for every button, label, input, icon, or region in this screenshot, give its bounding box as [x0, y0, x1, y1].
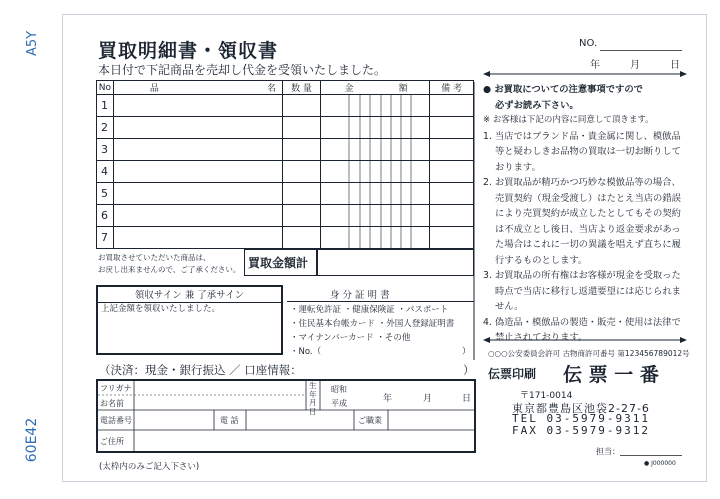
return-note-line1: お買取させていただいた商品は、 [98, 253, 211, 262]
shop-name-big: 伝 票 一 番 [563, 364, 659, 386]
form-code: ● J000000 [644, 460, 676, 467]
row-number: 3 [97, 139, 114, 161]
notice-top-rule [482, 69, 688, 79]
row-number: 7 [97, 227, 114, 249]
notice-panel [483, 82, 683, 346]
occupation-label: ご職業 [358, 416, 382, 425]
row-number: 5 [97, 183, 114, 205]
birth-year: 年 [383, 394, 393, 404]
col-amount-a: 金 [320, 81, 377, 95]
payment-close: ） [463, 363, 475, 377]
notice-item: 1. 当店ではブランド品・貴金属に関し、模倣品等と疑わしきお品物の買取は一切お断りしております。 [483, 130, 681, 173]
side-code-top: A5Y [25, 30, 41, 57]
address-field[interactable] [136, 432, 472, 450]
notice-bottom-rule [482, 335, 688, 345]
side-code-bottom: 60E42 [24, 417, 41, 463]
id-proof-line: ・マイナンバーカード ・その他 [290, 333, 411, 343]
col-qty: 数 量 [283, 81, 321, 95]
era-heisei[interactable]: 平成 [331, 399, 347, 408]
id-proof-line: ・住民基本台帳カード ・外国人登録証明書 [290, 319, 455, 329]
total-label: 買取金額計 [248, 256, 309, 270]
occupation-field[interactable] [390, 412, 472, 428]
era-showa[interactable]: 昭和 [331, 385, 347, 394]
id-proof-line: ・運転免許証 ・健康保険証 ・パスポート [290, 305, 449, 315]
footnote: (太枠内のみご記入下さい) [99, 462, 200, 472]
row-number: 1 [97, 95, 114, 117]
date-day: 日 [670, 60, 680, 71]
col-remarks: 備 考 [430, 81, 474, 95]
birth-month: 月 [423, 394, 433, 404]
date-month: 月 [630, 60, 640, 71]
address-label: ご住所 [100, 437, 124, 446]
row-number: 6 [97, 205, 114, 227]
license-number: ○○○公安委員会許可 古物商許可番号 第123456789012号 [488, 349, 690, 358]
staff-field[interactable] [620, 455, 682, 456]
date-year: 年 [590, 60, 600, 71]
row-number: 4 [97, 161, 114, 183]
notice-heading-1: ● お買取についての注意事項ですので [483, 84, 643, 95]
id-proof-line: ・No.（ [290, 347, 322, 357]
shop-fax: FAX 03-5979-9312 [512, 424, 650, 437]
shop-tel: TEL 03-5979-9311 [512, 412, 650, 425]
tel-field[interactable] [248, 412, 352, 428]
notice-pre: ※ お客様は下記の内容に同意して頂きます。 [483, 115, 654, 125]
col-item: 品 [113, 81, 195, 95]
col-no: No [97, 81, 114, 95]
receipt-sign-header: 領収サイン 兼 了承サイン [98, 287, 281, 303]
shop-address: 東京都豊島区池袋2-27-6 [512, 402, 650, 415]
form-subtitle: 本日付で下記商品を売却し代金を受領いたしました。 [98, 63, 387, 77]
tel-label: 電 話 [220, 416, 239, 425]
notice-item: 2. お買取品が精巧かつ巧妙な模倣品等の場合、売買契約（現金受渡し）はたとえ当店の錯誤により売買契約が成立したとしてもその契約は不成立とし後日、当店より返金要求があった場合はこれに一切の異議を唱えず直ちに履行するものとします。 [483, 177, 681, 266]
name-label: お名前 [100, 399, 124, 408]
row-number: 2 [97, 117, 114, 139]
birth-label: 生年月日 [309, 381, 317, 416]
col-amount-b: 額 [377, 81, 430, 95]
name-field[interactable] [136, 383, 304, 408]
staff-label: 担当： [596, 447, 620, 456]
receipt-sign-text: 上記金額を領収いたしました。 [101, 304, 221, 314]
id-proof-header: 身 分 証 明 書 [330, 290, 390, 301]
return-note-line2: お戻し出来ませんので、ご了承ください。 [98, 265, 241, 274]
form-title: 買取明細書・領収書 [98, 40, 279, 62]
payment-line: （決済：現金・銀行振込 ／ 口座情報： [99, 363, 302, 377]
shop-zip: 〒171-0014 [520, 391, 573, 401]
number-label: NO. [579, 38, 598, 49]
furigana-label: フリガナ [100, 384, 132, 393]
shop-name-small: 伝票印刷 [488, 367, 537, 381]
notice-item: 4. 偽造品・模倣品の製造・販売・使用は法律で禁止されております。 [483, 316, 681, 343]
birth-day: 日 [462, 394, 472, 404]
notice-heading-2: 必ずお読み下さい。 [495, 99, 579, 111]
phone-no-field[interactable] [136, 412, 212, 428]
notice-item: 3. お買取品の所有権はお客様が現金を受取った時点で当店に移行し返還要望には応じられません。 [483, 270, 681, 312]
col-name: 名 [195, 81, 283, 95]
phone-no-label: 電話番号 [100, 416, 132, 425]
id-proof-close: ） [462, 347, 471, 357]
